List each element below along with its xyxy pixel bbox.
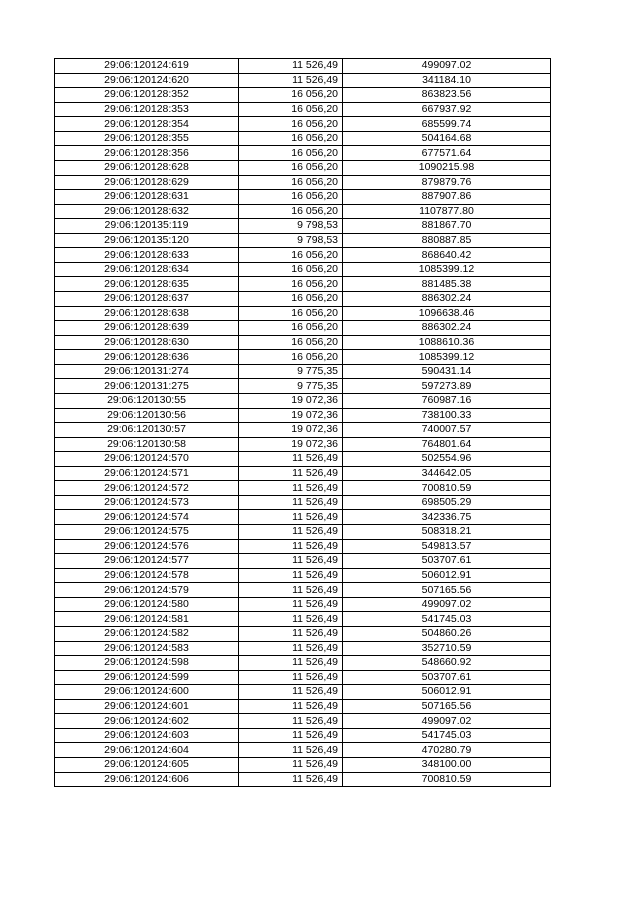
area-cell: 11 526,49: [239, 728, 343, 743]
area-cell: 16 056,20: [239, 175, 343, 190]
table-row: [55, 292, 551, 307]
cadastral-number-cell: 29:06:120124:606: [55, 772, 239, 787]
table-row: [55, 510, 551, 525]
cadastral-number-cell: 29:06:120128:636: [55, 350, 239, 365]
value-cell: 549813.57: [343, 539, 551, 554]
table-row: [55, 306, 551, 321]
cadastral-number-cell: 29:06:120131:275: [55, 379, 239, 394]
table-row: [55, 408, 551, 423]
cadastral-number-cell: 29:06:120124:602: [55, 714, 239, 729]
table-row: [55, 466, 551, 481]
table-row: [55, 146, 551, 161]
table-row: [55, 554, 551, 569]
area-cell: 16 056,20: [239, 321, 343, 336]
area-cell: 16 056,20: [239, 306, 343, 321]
area-cell: 11 526,49: [239, 670, 343, 685]
area-cell: 11 526,49: [239, 59, 343, 74]
value-cell: 503707.61: [343, 554, 551, 569]
cadastral-number-cell: 29:06:120124:579: [55, 583, 239, 598]
value-cell: 503707.61: [343, 670, 551, 685]
table-row: [55, 364, 551, 379]
area-cell: 19 072,36: [239, 423, 343, 438]
area-cell: 11 526,49: [239, 714, 343, 729]
table-row: [55, 277, 551, 292]
area-cell: 11 526,49: [239, 656, 343, 671]
table-body: [55, 59, 551, 787]
table-row: [55, 262, 551, 277]
value-cell: 504164.68: [343, 131, 551, 146]
area-cell: 11 526,49: [239, 539, 343, 554]
area-cell: 16 056,20: [239, 277, 343, 292]
cadastral-number-cell: 29:06:120124:572: [55, 481, 239, 496]
cadastral-number-cell: 29:06:120130:55: [55, 393, 239, 408]
value-cell: 507165.56: [343, 699, 551, 714]
table-row: [55, 481, 551, 496]
table-row: [55, 190, 551, 205]
area-cell: 16 056,20: [239, 204, 343, 219]
area-cell: 11 526,49: [239, 626, 343, 641]
table-row: [55, 539, 551, 554]
value-cell: 738100.33: [343, 408, 551, 423]
table-row: [55, 423, 551, 438]
area-cell: 11 526,49: [239, 758, 343, 773]
value-cell: 504860.26: [343, 626, 551, 641]
cadastral-number-cell: 29:06:120128:634: [55, 262, 239, 277]
cadastral-number-cell: 29:06:120124:574: [55, 510, 239, 525]
cadastral-number-cell: 29:06:120124:570: [55, 452, 239, 467]
area-cell: 16 056,20: [239, 160, 343, 175]
area-cell: 11 526,49: [239, 583, 343, 598]
value-cell: 764801.64: [343, 437, 551, 452]
table-row: [55, 728, 551, 743]
cadastral-number-cell: 29:06:120124:599: [55, 670, 239, 685]
value-cell: 344642.05: [343, 466, 551, 481]
area-cell: 11 526,49: [239, 510, 343, 525]
table-row: [55, 393, 551, 408]
value-cell: 507165.56: [343, 583, 551, 598]
cadastral-number-cell: 29:06:120130:58: [55, 437, 239, 452]
table-row: [55, 350, 551, 365]
value-cell: 879879.76: [343, 175, 551, 190]
table-row: [55, 88, 551, 103]
table-row: [55, 699, 551, 714]
value-cell: 868640.42: [343, 248, 551, 263]
value-cell: 667937.92: [343, 102, 551, 117]
cadastral-number-cell: 29:06:120124:576: [55, 539, 239, 554]
area-cell: 11 526,49: [239, 495, 343, 510]
cadastral-number-cell: 29:06:120124:604: [55, 743, 239, 758]
table-row: [55, 685, 551, 700]
table-row: [55, 102, 551, 117]
table-row: [55, 495, 551, 510]
area-cell: 11 526,49: [239, 699, 343, 714]
cadastral-number-cell: 29:06:120128:639: [55, 321, 239, 336]
cadastral-number-cell: 29:06:120128:630: [55, 335, 239, 350]
value-cell: 541745.03: [343, 612, 551, 627]
value-cell: 685599.74: [343, 117, 551, 132]
table-row: [55, 437, 551, 452]
table-row: [55, 612, 551, 627]
value-cell: 880887.85: [343, 233, 551, 248]
cadastral-number-cell: 29:06:120128:352: [55, 88, 239, 103]
value-cell: 1085399.12: [343, 350, 551, 365]
table-row: [55, 452, 551, 467]
area-cell: 11 526,49: [239, 743, 343, 758]
value-cell: 548660.92: [343, 656, 551, 671]
cadastral-number-cell: 29:06:120128:633: [55, 248, 239, 263]
value-cell: 597273.89: [343, 379, 551, 394]
area-cell: 11 526,49: [239, 685, 343, 700]
value-cell: 887907.86: [343, 190, 551, 205]
area-cell: 19 072,36: [239, 393, 343, 408]
cadastral-number-cell: 29:06:120124:571: [55, 466, 239, 481]
cadastral-number-cell: 29:06:120128:631: [55, 190, 239, 205]
cadastral-number-cell: 29:06:120128:628: [55, 160, 239, 175]
value-cell: 863823.56: [343, 88, 551, 103]
area-cell: 11 526,49: [239, 554, 343, 569]
cadastral-number-cell: 29:06:120124:598: [55, 656, 239, 671]
value-cell: 541745.03: [343, 728, 551, 743]
table-row: [55, 626, 551, 641]
area-cell: 11 526,49: [239, 641, 343, 656]
cadastral-number-cell: 29:06:120124:581: [55, 612, 239, 627]
area-cell: 16 056,20: [239, 102, 343, 117]
area-cell: 16 056,20: [239, 292, 343, 307]
value-cell: 506012.91: [343, 685, 551, 700]
value-cell: 352710.59: [343, 641, 551, 656]
table-row: [55, 204, 551, 219]
cadastral-number-cell: 29:06:120128:638: [55, 306, 239, 321]
cadastral-number-cell: 29:06:120130:56: [55, 408, 239, 423]
cadastral-number-cell: 29:06:120124:578: [55, 568, 239, 583]
area-cell: 16 056,20: [239, 350, 343, 365]
cadastral-number-cell: 29:06:120124:580: [55, 597, 239, 612]
area-cell: 9 775,35: [239, 364, 343, 379]
value-cell: 881485.38: [343, 277, 551, 292]
table-row: [55, 714, 551, 729]
table-row: [55, 131, 551, 146]
area-cell: 9 798,53: [239, 219, 343, 234]
cadastral-number-cell: 29:06:120124:601: [55, 699, 239, 714]
table-row: [55, 758, 551, 773]
area-cell: 16 056,20: [239, 146, 343, 161]
value-cell: 1107877.80: [343, 204, 551, 219]
cadastral-number-cell: 29:06:120124:577: [55, 554, 239, 569]
value-cell: 502554.96: [343, 452, 551, 467]
table-row: [55, 772, 551, 787]
cadastral-number-cell: 29:06:120135:120: [55, 233, 239, 248]
value-cell: 760987.16: [343, 393, 551, 408]
area-cell: 16 056,20: [239, 131, 343, 146]
area-cell: 19 072,36: [239, 408, 343, 423]
area-cell: 19 072,36: [239, 437, 343, 452]
area-cell: 11 526,49: [239, 466, 343, 481]
cadastral-number-cell: 29:06:120128:632: [55, 204, 239, 219]
value-cell: 1088610.36: [343, 335, 551, 350]
area-cell: 11 526,49: [239, 481, 343, 496]
cadastral-number-cell: 29:06:120128:355: [55, 131, 239, 146]
area-cell: 16 056,20: [239, 262, 343, 277]
cadastral-number-cell: 29:06:120128:637: [55, 292, 239, 307]
table-row: [55, 73, 551, 88]
value-cell: 470280.79: [343, 743, 551, 758]
value-cell: 506012.91: [343, 568, 551, 583]
cadastral-number-cell: 29:06:120124:573: [55, 495, 239, 510]
cadastral-number-cell: 29:06:120128:635: [55, 277, 239, 292]
table-row: [55, 233, 551, 248]
table-row: [55, 59, 551, 74]
cadastral-number-cell: 29:06:120128:353: [55, 102, 239, 117]
value-cell: 886302.24: [343, 292, 551, 307]
value-cell: 1085399.12: [343, 262, 551, 277]
area-cell: 11 526,49: [239, 612, 343, 627]
value-cell: 341184.10: [343, 73, 551, 88]
table-row: [55, 321, 551, 336]
value-cell: 1096638.46: [343, 306, 551, 321]
cadastral-number-cell: 29:06:120128:629: [55, 175, 239, 190]
cadastral-number-cell: 29:06:120124:600: [55, 685, 239, 700]
area-cell: 16 056,20: [239, 190, 343, 205]
table-row: [55, 248, 551, 263]
value-cell: 590431.14: [343, 364, 551, 379]
area-cell: 16 056,20: [239, 88, 343, 103]
value-cell: 499097.02: [343, 597, 551, 612]
value-cell: 1090215.98: [343, 160, 551, 175]
table-row: [55, 175, 551, 190]
value-cell: 698505.29: [343, 495, 551, 510]
area-cell: 9 775,35: [239, 379, 343, 394]
value-cell: 881867.70: [343, 219, 551, 234]
value-cell: 499097.02: [343, 59, 551, 74]
area-cell: 11 526,49: [239, 73, 343, 88]
value-cell: 677571.64: [343, 146, 551, 161]
table-row: [55, 160, 551, 175]
cadastral-number-cell: 29:06:120128:356: [55, 146, 239, 161]
value-cell: 700810.59: [343, 772, 551, 787]
cadastral-number-cell: 29:06:120124:583: [55, 641, 239, 656]
cadastral-number-cell: 29:06:120124:603: [55, 728, 239, 743]
area-cell: 11 526,49: [239, 597, 343, 612]
table-row: [55, 568, 551, 583]
table-row: [55, 525, 551, 540]
area-cell: 16 056,20: [239, 117, 343, 132]
area-cell: 11 526,49: [239, 525, 343, 540]
table-row: [55, 379, 551, 394]
table-row: [55, 743, 551, 758]
table-row: [55, 583, 551, 598]
table-row: [55, 656, 551, 671]
area-cell: 11 526,49: [239, 452, 343, 467]
cadastral-number-cell: 29:06:120124:619: [55, 59, 239, 74]
value-cell: 886302.24: [343, 321, 551, 336]
cadastral-number-cell: 29:06:120135:119: [55, 219, 239, 234]
cadastral-number-cell: 29:06:120124:582: [55, 626, 239, 641]
area-cell: 16 056,20: [239, 248, 343, 263]
table-row: [55, 670, 551, 685]
area-cell: 16 056,20: [239, 335, 343, 350]
value-cell: 740007.57: [343, 423, 551, 438]
area-cell: 11 526,49: [239, 568, 343, 583]
cadastral-number-cell: 29:06:120130:57: [55, 423, 239, 438]
cadastral-number-cell: 29:06:120124:620: [55, 73, 239, 88]
value-cell: 348100.00: [343, 758, 551, 773]
table-row: [55, 117, 551, 132]
table-row: [55, 335, 551, 350]
value-cell: 508318.21: [343, 525, 551, 540]
table-row: [55, 597, 551, 612]
cadastral-number-cell: 29:06:120131:274: [55, 364, 239, 379]
cadastral-number-cell: 29:06:120128:354: [55, 117, 239, 132]
table-row: [55, 641, 551, 656]
table-row: [55, 219, 551, 234]
value-cell: 700810.59: [343, 481, 551, 496]
data-table: [54, 58, 551, 787]
value-cell: 499097.02: [343, 714, 551, 729]
cadastral-number-cell: 29:06:120124:575: [55, 525, 239, 540]
value-cell: 342336.75: [343, 510, 551, 525]
area-cell: 11 526,49: [239, 772, 343, 787]
area-cell: 9 798,53: [239, 233, 343, 248]
cadastral-number-cell: 29:06:120124:605: [55, 758, 239, 773]
